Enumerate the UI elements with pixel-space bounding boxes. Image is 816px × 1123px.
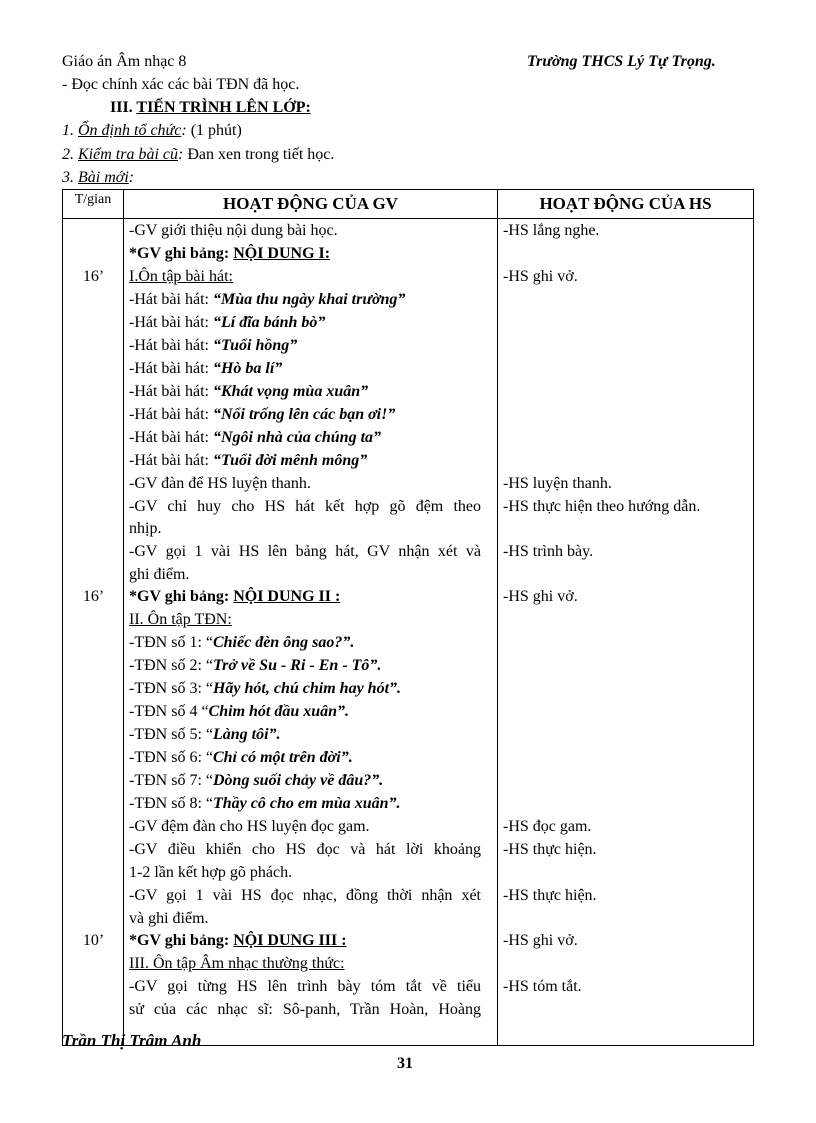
gv-chi-huy-line1: -GV chỉ huy cho HS hát kết hợp gõ đệm theo <box>129 498 481 515</box>
song-title: “Lí đĩa bánh bò” <box>212 314 326 331</box>
tdn-line <box>129 724 281 746</box>
song-line <box>129 427 381 449</box>
song-title: “Hò ba lí” <box>212 360 283 377</box>
song-prefix: -Hát bài hát: <box>129 406 209 423</box>
step-colon: : <box>128 169 135 186</box>
gv-dieu-khien-line2: 1-2 lần kết hợp gõ phách. <box>129 864 293 881</box>
gv-goi-doc-line2: và ghi điểm. <box>129 910 209 927</box>
header-school: Trường THCS Lý Tự Trọng. <box>527 53 716 70</box>
song-prefix: -Hát bài hát: <box>129 314 209 331</box>
table-header-row <box>63 190 754 219</box>
tdn-prefix: -TĐN số 6: “ <box>129 749 213 766</box>
time-nd1: 16’ <box>82 268 105 285</box>
tdn-title: Chỉ có một trên đời”. <box>212 749 353 766</box>
nd1-prefix: *GV ghi bảng: <box>129 245 230 262</box>
step-label: Bài mới <box>78 169 129 186</box>
step-number: 2. <box>62 146 74 163</box>
hs-ghi-vo-3: -HS ghi vở. <box>503 932 578 949</box>
song-line <box>129 335 297 357</box>
tdn-prefix: -TĐN số 1: “ <box>129 634 213 651</box>
tdn-title: Trở về Su - Ri - En - Tô”. <box>212 657 382 674</box>
tdn-line <box>129 678 401 700</box>
hs-tom-tat: -HS tóm tắt. <box>503 978 582 995</box>
tdn-title: Làng tôi”. <box>212 726 281 743</box>
song-prefix: -Hát bài hát: <box>129 383 209 400</box>
objective-line: - Đọc chính xác các bài TĐN đã học. <box>62 76 300 93</box>
tdn-line <box>129 793 401 815</box>
hs-trinh-bay: -HS trình bày. <box>503 543 594 560</box>
hs-thuc-hien-huong-dan: -HS thực hiện theo hướng dẫn. <box>503 498 701 515</box>
nd1-title: NỘI DUNG I: <box>233 245 331 262</box>
header-gv: HOẠT ĐỘNG CỦA GV <box>124 190 498 219</box>
song-line <box>129 450 367 472</box>
nd3-prefix: *GV ghi bảng: <box>129 932 230 949</box>
gv-tieu-su-line1: -GV gọi từng HS lên trình bày tóm tắt về tiểu <box>129 978 481 995</box>
song-title: “Mùa thu ngày khai trường” <box>212 291 406 308</box>
song-prefix: -Hát bài hát: <box>129 291 209 308</box>
hs-ghi-vo-2: -HS ghi vở. <box>503 588 578 605</box>
page-number: 31 <box>397 1055 413 1072</box>
nd2-subheading: II. Ôn tập TĐN: <box>129 611 232 628</box>
lesson-table <box>62 189 754 1046</box>
tdn-line <box>129 770 383 792</box>
hs-luyen-thanh: -HS luyện thanh. <box>503 475 612 492</box>
step-bai-moi <box>62 167 134 189</box>
song-prefix: -Hát bài hát: <box>129 429 209 446</box>
section-title: TIẾN TRÌNH LÊN LỚP: <box>136 99 311 116</box>
song-line <box>129 312 325 334</box>
table-body-row <box>63 219 754 1046</box>
nd2-prefix: *GV ghi bảng: <box>129 588 230 605</box>
nd3-subheading: III. Ôn tập Âm nhạc thường thức: <box>129 955 345 972</box>
gv-chi-huy-line2: nhịp. <box>129 520 162 537</box>
tdn-line <box>129 632 354 654</box>
gv-goi-line2: ghi điểm. <box>129 566 190 583</box>
tdn-line <box>129 747 353 769</box>
tdn-title: Hãy hót, chú chim hay hót”. <box>212 680 402 697</box>
tdn-title: Thầy cô cho em mùa xuân”. <box>212 795 401 812</box>
song-title: “Tuổi hồng” <box>212 337 298 354</box>
step-kiem-tra <box>62 144 334 166</box>
song-title: “Tuổi đời mênh mông” <box>212 452 368 469</box>
step-text: (1 phút) <box>190 122 242 139</box>
gv-intro: -GV giới thiệu nội dung bài học. <box>129 222 338 239</box>
tdn-prefix: -TĐN số 2: “ <box>129 657 213 674</box>
section-number: III. <box>110 99 133 116</box>
tdn-title: Chiếc đèn ông sao?”. <box>212 634 355 651</box>
footer-author: Trần Thị Trâm Anh <box>62 1031 202 1050</box>
gv-tieu-su-line2: sử của các nhạc sĩ: Sô-panh, Trần Hoàn, Hoàng <box>129 1001 481 1018</box>
hs-thuc-hien-2: -HS thực hiện. <box>503 887 597 904</box>
time-nd3: 10’ <box>82 932 105 949</box>
nd2-title: NỘI DUNG II : <box>233 588 341 605</box>
song-prefix: -Hát bài hát: <box>129 452 209 469</box>
tdn-title: Dòng suối chảy về đâu?”. <box>212 772 384 789</box>
gv-dieu-khien-line1: -GV điều khiển cho HS đọc và hát lời khoảng <box>129 841 481 858</box>
step-on-dinh <box>62 120 242 142</box>
header-subject: Giáo án Âm nhạc 8 <box>62 53 187 70</box>
tdn-prefix: -TĐN số 7: “ <box>129 772 213 789</box>
hs-ghi-vo-1: -HS ghi vở. <box>503 268 578 285</box>
song-line <box>129 404 395 426</box>
time-column <box>63 219 124 1046</box>
hs-thuc-hien-1: -HS thực hiện. <box>503 841 597 858</box>
step-label: Kiểm tra bài cũ <box>78 146 178 163</box>
nd3-heading <box>129 930 347 952</box>
song-prefix: -Hát bài hát: <box>129 360 209 377</box>
song-title: “Ngôi nhà của chúng ta” <box>212 429 382 446</box>
tdn-prefix: -TĐN số 4 “ <box>129 703 209 720</box>
time-nd2: 16’ <box>82 588 105 605</box>
header-time: T/gian <box>63 190 124 219</box>
step-label: Ổn định tổ chức <box>78 122 182 139</box>
step-number: 1. <box>62 122 74 139</box>
nd2-heading <box>129 586 340 608</box>
step-number: 3. <box>62 169 74 186</box>
gv-goi-line1: -GV gọi 1 vài HS lên bảng hát, GV nhận xét và <box>129 543 481 560</box>
tdn-prefix: -TĐN số 8: “ <box>129 795 213 812</box>
gv-dem-dan: -GV đệm đàn cho HS luyện đọc gam. <box>129 818 370 835</box>
gv-luyen-thanh: -GV đàn để HS luyện thanh. <box>129 475 311 492</box>
gv-column <box>124 219 498 1046</box>
song-title: “Khát vọng mùa xuân” <box>212 383 369 400</box>
hs-column <box>498 219 754 1046</box>
step-text: Đan xen trong tiết học. <box>187 146 335 163</box>
step-colon: : <box>178 146 184 163</box>
song-prefix: -Hát bài hát: <box>129 337 209 354</box>
gv-goi-doc-line1: -GV gọi 1 vài HS đọc nhạc, đồng thời nhận xét <box>129 887 481 904</box>
nd1-heading <box>129 243 330 265</box>
tdn-line <box>129 701 349 723</box>
song-line <box>129 289 405 311</box>
tdn-prefix: -TĐN số 3: “ <box>129 680 213 697</box>
tdn-title: Chim hót đầu xuân”. <box>208 703 350 720</box>
hs-lang-nghe: -HS lắng nghe. <box>503 222 600 239</box>
song-line <box>129 381 368 403</box>
nd1-subheading: I.Ôn tập bài hát: <box>129 268 233 285</box>
tdn-prefix: -TĐN số 5: “ <box>129 726 213 743</box>
nd3-title: NỘI DUNG III : <box>233 932 347 949</box>
step-colon: : <box>181 122 187 139</box>
song-line <box>129 358 282 380</box>
song-title: “Nổi trống lên các bạn ơi!” <box>212 406 396 423</box>
hs-doc-gam: -HS đọc gam. <box>503 818 592 835</box>
tdn-line <box>129 655 381 677</box>
header-hs: HOẠT ĐỘNG CỦA HS <box>498 190 754 219</box>
section-heading <box>110 97 311 119</box>
